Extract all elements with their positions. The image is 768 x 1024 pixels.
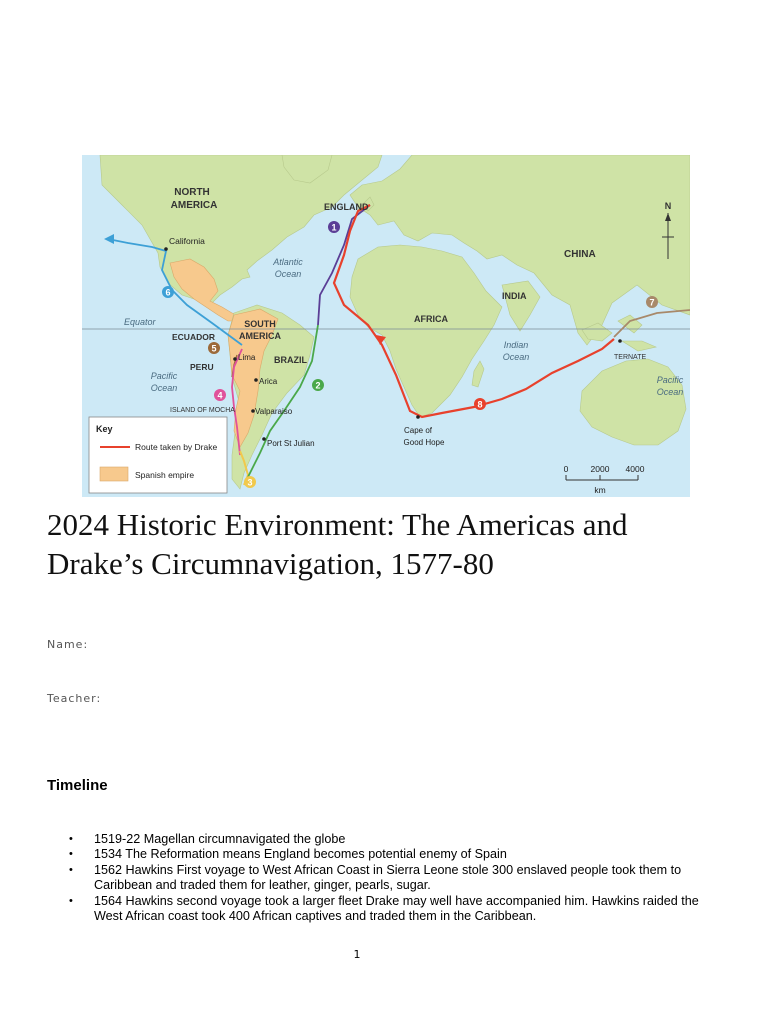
timeline-item-text: 1562 Hawkins First voyage to West African Coast in Sierra Leone stole 300 enslaved people took them to Caribbean and traded them for leather, ginger, pearls, sugar. — [94, 862, 682, 893]
scale-tick-4000: 4000 — [625, 464, 645, 474]
label-island-of-mocha: ISLAND OF MOCHA — [170, 407, 235, 414]
city-dot-port-st-julian — [262, 437, 266, 441]
timeline-item-text: 1564 Hawkins second voyage took a larger fleet Drake may well have accompanied him. Hawkins raided the West African coast took 400 African captives and traded them in the Caribbean. — [94, 893, 699, 924]
bullet-icon: • — [69, 848, 73, 861]
marker-3-text: 3 — [247, 477, 253, 488]
page-title: 2024 Historic Environment: The Americas and Drake’s Circumnavigation, 1577-80 — [47, 507, 628, 581]
north-label: N — [664, 201, 672, 211]
label-lima: Lima — [238, 353, 256, 362]
label-pacific-left-2: Ocean — [150, 383, 178, 393]
label-brazil: BRAZIL — [274, 355, 307, 365]
timeline-list — [47, 832, 707, 924]
historical-map — [82, 155, 690, 497]
label-cape-2: Good Hope — [403, 438, 445, 447]
timeline-heading: Timeline — [47, 777, 108, 794]
scale-tick-0: 0 — [563, 464, 569, 474]
city-dot-cape — [416, 415, 420, 419]
marker-1-text: 1 — [331, 222, 337, 233]
key-title: Key — [96, 424, 113, 434]
timeline-item — [47, 894, 707, 925]
label-indian-ocean-2: Ocean — [502, 352, 530, 362]
label-arica: Arica — [259, 377, 278, 386]
label-china: CHINA — [564, 249, 596, 260]
label-valparaiso: Valparaiso — [255, 407, 293, 416]
key-route-label: Route taken by Drake — [135, 442, 218, 452]
city-dot-arica — [254, 378, 258, 382]
label-atlantic-2: Ocean — [274, 269, 302, 279]
label-atlantic-1: Atlantic — [273, 257, 303, 267]
label-equator: Equator — [124, 317, 156, 327]
page-number: 1 — [353, 948, 361, 961]
label-south-america-2: AMERICA — [239, 331, 281, 341]
label-england: ENGLAND — [324, 202, 369, 212]
city-dot-california — [164, 247, 168, 251]
label-north-america-1: NORTH — [174, 187, 210, 198]
marker-8-text: 8 — [477, 399, 483, 410]
marker-2-text: 2 — [315, 380, 321, 391]
label-ecuador: ECUADOR — [172, 332, 215, 342]
label-south-america-1: SOUTH — [244, 319, 276, 329]
label-california: California — [169, 236, 205, 246]
bullet-icon: • — [69, 863, 73, 876]
label-ternate: TERNATE — [614, 354, 647, 361]
timeline-item — [47, 863, 707, 894]
label-peru: PERU — [190, 362, 214, 372]
marker-5-text: 5 — [211, 343, 217, 354]
city-dot-lima — [233, 357, 237, 361]
marker-7-text: 7 — [649, 297, 655, 308]
label-indian-ocean-1: Indian — [503, 340, 529, 350]
marker-4-text: 4 — [217, 390, 223, 401]
timeline-item-text: 1534 The Reformation means England becomes potential enemy of Spain — [94, 847, 507, 862]
scale-unit: km — [594, 485, 606, 495]
scale-tick-2000: 2000 — [590, 464, 610, 474]
timeline-item-text: 1519-22 Magellan circumnavigated the globe — [94, 832, 346, 846]
name-label: Name: — [47, 638, 89, 651]
marker-6-text: 6 — [165, 287, 171, 298]
bullet-icon: • — [69, 894, 73, 907]
timeline-item — [47, 832, 707, 847]
label-india: INDIA — [502, 291, 527, 301]
timeline-item — [47, 847, 707, 862]
teacher-label: Teacher: — [47, 692, 102, 705]
label-africa: AFRICA — [414, 314, 448, 324]
city-dot-ternate — [618, 339, 622, 343]
bullet-icon: • — [69, 833, 73, 845]
label-pacific-right-2: Ocean — [656, 387, 684, 397]
label-pacific-right-1: Pacific — [656, 375, 684, 385]
label-cape-1: Cape of — [403, 426, 433, 435]
label-north-america-2: AMERICA — [170, 200, 218, 211]
label-pacific-left-1: Pacific — [150, 371, 178, 381]
label-port-st-julian: Port St Julian — [267, 439, 315, 448]
key-empire-label: Spanish empire — [135, 470, 195, 480]
